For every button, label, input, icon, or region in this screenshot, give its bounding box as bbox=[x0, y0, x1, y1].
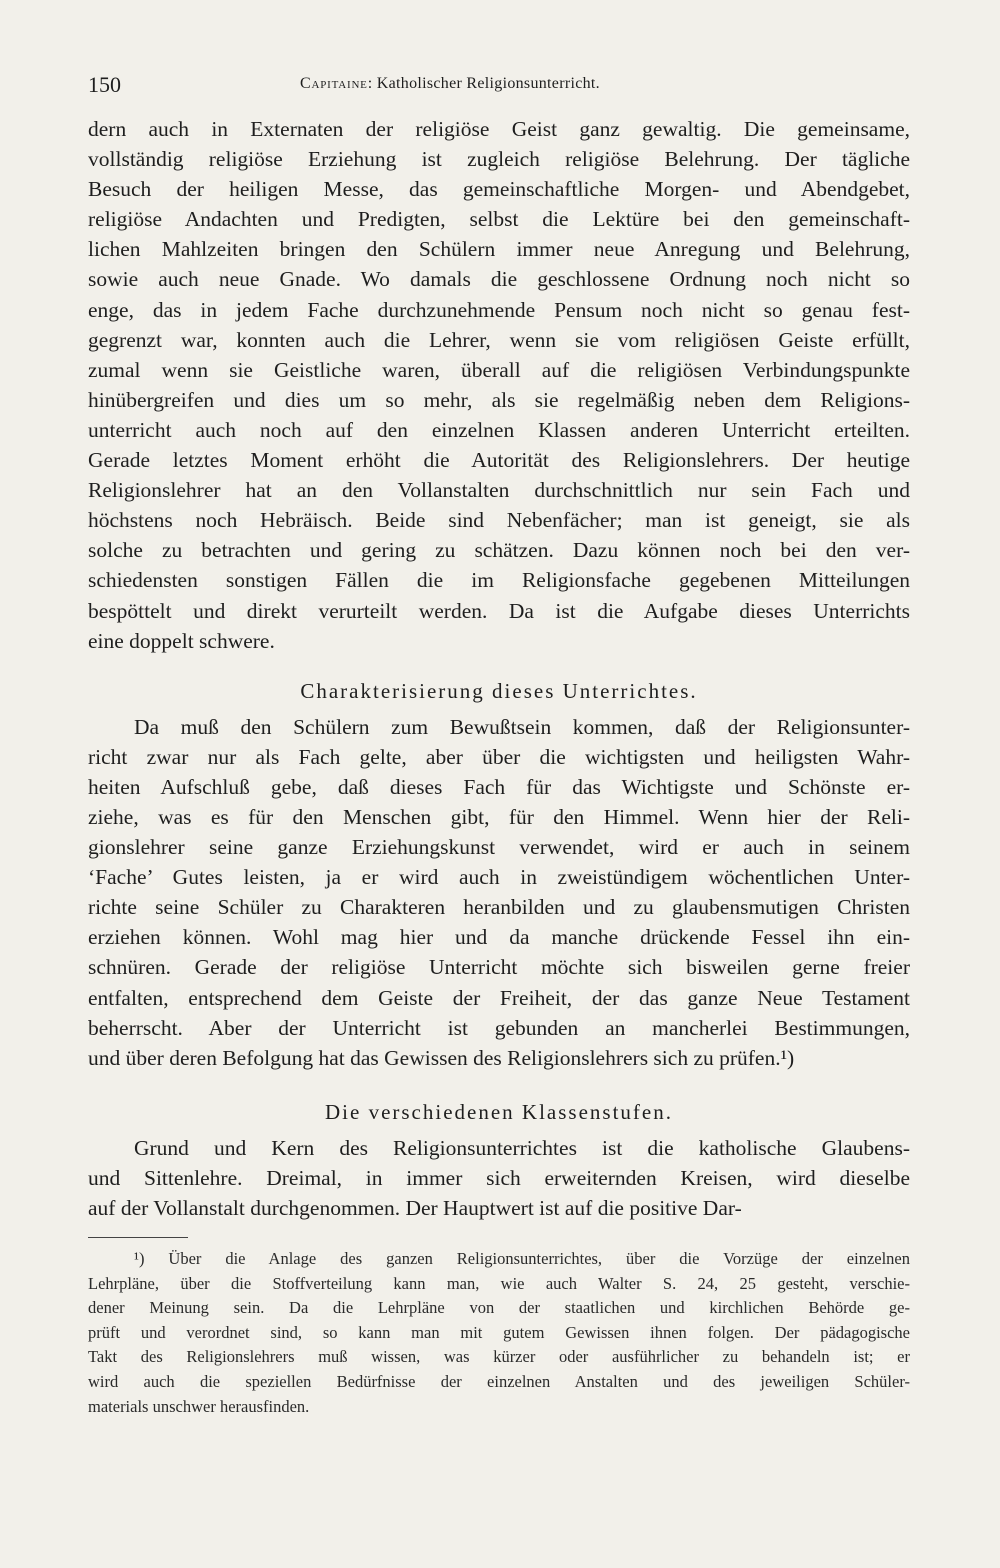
text-line: ‘Fache’ Gutes leisten, ja er wird auch in zweistündigem wöchentlichen Unter- bbox=[88, 865, 910, 890]
text-line: Takt des Religionslehrers muß wissen, was kürzer oder ausführlicher zu behandeln ist; er bbox=[88, 1347, 910, 1367]
text-line: heiten Aufschluß gebe, daß dieses Fach für das Wichtigste und Schönste er- bbox=[88, 774, 910, 799]
footnote bbox=[88, 1247, 910, 1419]
footnote-rule bbox=[88, 1237, 188, 1238]
text-line: Gerade letztes Moment erhöht die Autorität des Religionslehrers. Der heutige bbox=[88, 448, 910, 473]
text-line: ziehe, was es für den Menschen gibt, für den Himmel. Wenn hier der Reli- bbox=[88, 804, 910, 829]
text-line: schiedensten sonstigen Fällen die im Religionsfache gegebenen Mitteilungen bbox=[88, 568, 910, 593]
text-line: lichen Mahlzeiten bringen den Schülern immer neue Anregung und Belehrung, bbox=[88, 237, 910, 262]
section-heading-1: Charakterisierung dieses Unterrichtes. bbox=[300, 678, 698, 703]
text-line: erziehen können. Wohl mag hier und da manche drückende Fessel ihn ein- bbox=[88, 925, 910, 950]
text-line: entfalten, entsprechend dem Geiste der Freiheit, der das ganze Neue Testament bbox=[88, 985, 910, 1010]
text-line: wird auch die speziellen Bedürfnisse der einzelnen Anstalten und des jeweiligen Schüler- bbox=[88, 1371, 910, 1391]
text-line: prüft und verordnet sind, so kann man mit gutem Gewissen ihnen folgen. Der pädagogische bbox=[88, 1322, 910, 1342]
section-heading-2: Die verschiedenen Klassenstufen. bbox=[325, 1099, 673, 1124]
text-line: eine doppelt schwere. bbox=[88, 628, 275, 653]
text-line: bespöttelt und direkt verurteilt werden. Da ist die Aufgabe dieses Unterrichts bbox=[88, 598, 910, 623]
text-line: und über deren Befolgung hat das Gewissen des Religionslehrers sich zu prüfen.¹) bbox=[88, 1045, 795, 1070]
main-text bbox=[88, 114, 910, 1223]
text-line: gegrenzt war, konnten auch die Lehrer, wenn sie vom religiösen Geiste erfüllt, bbox=[88, 327, 910, 352]
text-line: Grund und Kern des Religionsunterrichtes ist die katholische Glaubens- bbox=[134, 1135, 910, 1160]
text-line: Lehrpläne, über die Stoffverteilung kann man, wie auch Walter S. 24, 25 gesteht, verschie- bbox=[88, 1273, 910, 1293]
text-line: dern auch in Externaten der religiöse Geist ganz gewaltig. Die gemeinsame, bbox=[88, 117, 910, 141]
running-head-author: Capitaine bbox=[300, 75, 368, 92]
text-line: vollständig religiöse Erziehung ist zugleich religiöse Belehrung. Der tägliche bbox=[88, 147, 910, 172]
running-head-separator: : bbox=[367, 75, 377, 92]
running-head-title: Katholischer Religionsunterricht. bbox=[376, 75, 600, 92]
text-line: Religionslehrer hat an den Vollanstalten durchschnittlich nur sein Fach und bbox=[88, 478, 910, 503]
text-line: dener Meinung sein. Da die Lehrpläne von der staatlichen und kirchlichen Behörde ge- bbox=[88, 1298, 910, 1318]
text-line: und Sittenlehre. Dreimal, in immer sich erweiternden Kreisen, wird dieselbe bbox=[88, 1165, 910, 1190]
text-line: unterricht auch noch auf den einzelnen Klassen anderen Unterricht erteilten. bbox=[88, 417, 910, 442]
text-line: hinübergreifen und dies um so mehr, als sie regelmäßig neben dem Religions- bbox=[88, 387, 910, 412]
text-line: höchstens noch Hebräisch. Beide sind Nebenfächer; man ist geneigt, sie als bbox=[88, 508, 910, 533]
text-line: sowie auch neue Gnade. Wo damals die geschlossene Ordnung noch nicht so bbox=[88, 267, 910, 292]
running-head bbox=[300, 75, 600, 93]
text-line: solche zu betrachten und gering zu schätzen. Dazu können noch bei den ver- bbox=[88, 538, 910, 563]
text-line: zumal wenn sie Geistliche waren, überall auf die religiösen Verbindungspunkte bbox=[88, 357, 910, 382]
text-line: gionslehrer seine ganze Erziehungskunst verwendet, wird er auch in seinem bbox=[88, 835, 910, 860]
text-line: ¹) Über die Anlage des ganzen Religionsunterrichtes, über die Vorzüge der einzelnen bbox=[134, 1249, 910, 1268]
text-line: religiöse Andachten und Predigten, selbst die Lektüre bei den gemeinschaft- bbox=[88, 207, 910, 232]
text-line: materials unschwer herausfinden. bbox=[88, 1396, 310, 1416]
text-line: Besuch der heiligen Messe, das gemeinschaftliche Morgen- und Abendgebet, bbox=[88, 177, 910, 202]
text-line: beherrscht. Aber der Unterricht ist gebunden an mancherlei Bestimmungen, bbox=[88, 1015, 910, 1040]
text-line: richt zwar nur als Fach gelte, aber über die wichtigsten und heiligsten Wahr- bbox=[88, 744, 910, 769]
text-line: Da muß den Schülern zum Bewußtsein kommen, daß der Religionsunter- bbox=[134, 714, 910, 739]
paragraph-1 bbox=[88, 114, 910, 656]
paragraph-2 bbox=[88, 712, 910, 1073]
text-line: schnüren. Gerade der religiöse Unterricht möchte sich bisweilen gerne freier bbox=[88, 955, 910, 980]
text-line: enge, das in jedem Fache durchzunehmende Pensum noch nicht so genau fest- bbox=[88, 297, 910, 322]
paragraph-3 bbox=[88, 1133, 910, 1223]
page-number: 150 bbox=[88, 72, 121, 97]
text-line: richte seine Schüler zu Charakteren heranbilden und zu glaubensmutigen Christen bbox=[88, 895, 910, 920]
page-header bbox=[88, 72, 910, 104]
text-line: auf der Vollanstalt durchgenommen. Der Hauptwert ist auf die positive Dar- bbox=[88, 1196, 742, 1220]
